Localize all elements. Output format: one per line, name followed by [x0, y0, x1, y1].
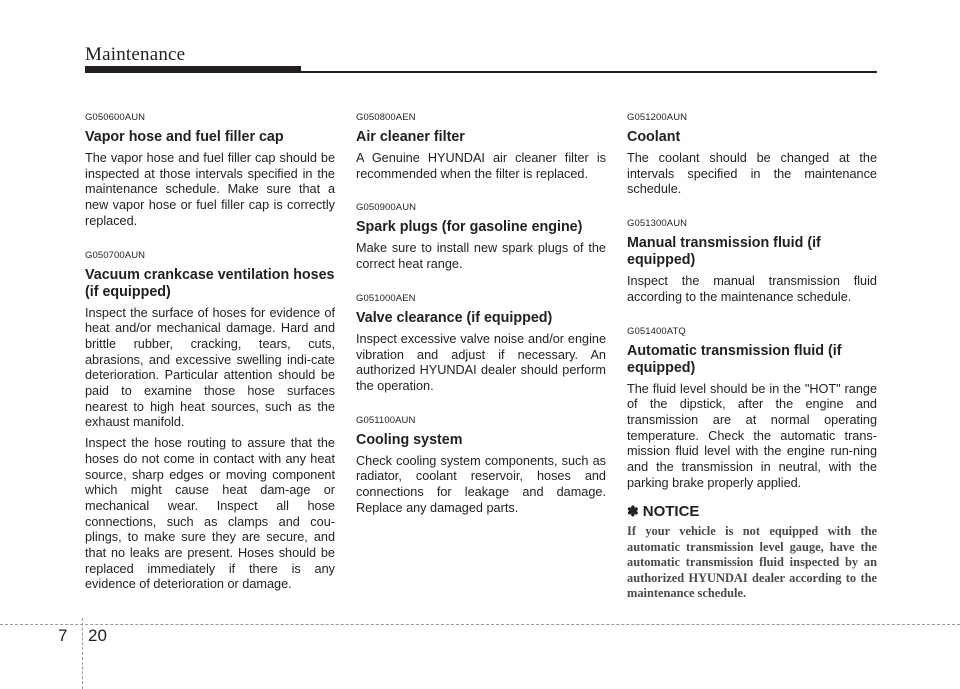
section-title: Coolant: [627, 129, 681, 145]
notice-title: NOTICE: [642, 503, 700, 521]
section-title: Vapor hose and fuel filler cap: [85, 129, 284, 145]
notice-box: [627, 503, 877, 602]
section-paragraph: Inspect the manual transmission fluid according to the maintenance schedule.: [627, 274, 877, 304]
section-paragraph: The fluid level should be in the "HOT" range of the dipstick, after the engine and transmission are at normal operating temperature. Check the automatic trans-mission fluid level with the engine run-ning and the transmission in neutral, with the parking brake properly applied.: [627, 381, 877, 490]
section-code: G050900AUN: [356, 202, 417, 214]
section-paragraph: Inspect excessive valve noise and/or engine vibration and adjust if necessary. An authorized HYUNDAI dealer should perform the operation.: [356, 331, 606, 393]
section-title: Air cleaner filter: [356, 129, 465, 145]
chapter-number: 7: [58, 626, 68, 645]
section-air-cleaner: [356, 112, 606, 182]
section-paragraph: The coolant should be changed at the intervals specified in the maintenance schedule.: [627, 151, 877, 197]
section-vapor-hose: [85, 112, 335, 230]
header-rule-thick: [85, 66, 301, 73]
column-3: [627, 112, 877, 602]
section-code: G051000AEN: [356, 292, 416, 304]
section-title: Manual transmission fluid (if equipped): [627, 235, 821, 269]
section-spark-plugs: [356, 202, 606, 272]
section-paragraph: The vapor hose and fuel filler cap should be inspected at those intervals specified in the maintenance schedule. Make sure that a new vapor hose or fuel filler cap is correctly replaced.: [85, 151, 335, 228]
section-title: Automatic transmission fluid (if equipped): [627, 342, 842, 376]
section-code: G051300AUN: [627, 218, 688, 230]
section-paragraph: Make sure to install new spark plugs of the correct heat range.: [356, 241, 606, 272]
section-coolant: [627, 112, 877, 198]
page-header-title: Maintenance: [85, 44, 186, 65]
section-cooling-system: [356, 415, 606, 517]
column-2: [356, 112, 606, 536]
section-paragraph: Inspect the surface of hoses for evidence of heat and/or mechanical damage. Hard and brittle rubber, cracking, tears, cuts, abrasions, and excessive swelling indi-cate deterioration. Particular attention should be paid to examine those hose surfaces nearest to high heat sources, such as the exhaust manifold.: [85, 305, 335, 430]
notice-heading: [627, 503, 877, 520]
section-code: G051200AUN: [627, 112, 688, 123]
section-code: G050700AUN: [85, 249, 146, 261]
page-number: 20: [88, 626, 107, 645]
section-paragraph: Check cooling system components, such as radiator, coolant reservoir, hoses and connections for leakage and damage. Replace any damaged parts.: [356, 453, 606, 515]
section-code: G051100AUN: [356, 414, 416, 426]
section-title: Spark plugs (for gasoline engine): [356, 219, 583, 236]
notice-body: If your vehicle is not equipped with the automatic transmission level gauge, have the automatic transmission fluid inspected by an authorized HYUNDAI dealer according to the maintenance schedule.: [627, 524, 877, 601]
section-title: Vacuum crankcase ventilation hoses (if equipped): [85, 266, 335, 300]
section-code: G050800AEN: [356, 112, 416, 123]
footer-divider: [0, 624, 960, 625]
header-rule-thin: [301, 71, 877, 73]
asterisk-icon: ✽: [627, 503, 639, 520]
section-paragraph: Inspect the hose routing to assure that the hoses do not come in contact with any heat source, sharp edges or moving component which might cause heat dam-age or mechanical wear. Inspect all hose connections, such as clamps and cou-plings, to make sure they are secure, and that no leaks are present. Hoses should be replaced immediately if there is any evidence of deterioration or damage.: [85, 436, 335, 592]
section-manual-transmission: [627, 218, 877, 305]
section-code: G050600AUN: [85, 112, 146, 123]
column-1: [85, 112, 335, 613]
section-paragraph: A Genuine HYUNDAI air cleaner filter is recommended when the filter is replaced.: [356, 151, 606, 181]
section-crankcase-hoses: [85, 250, 335, 594]
section-code: G051400ATQ: [627, 325, 686, 337]
footer-vertical-divider: [82, 618, 83, 689]
section-title: Cooling system: [356, 431, 463, 448]
section-title: Valve clearance (if equipped): [356, 309, 553, 326]
section-valve-clearance: [356, 293, 606, 395]
section-automatic-transmission: [627, 326, 877, 492]
